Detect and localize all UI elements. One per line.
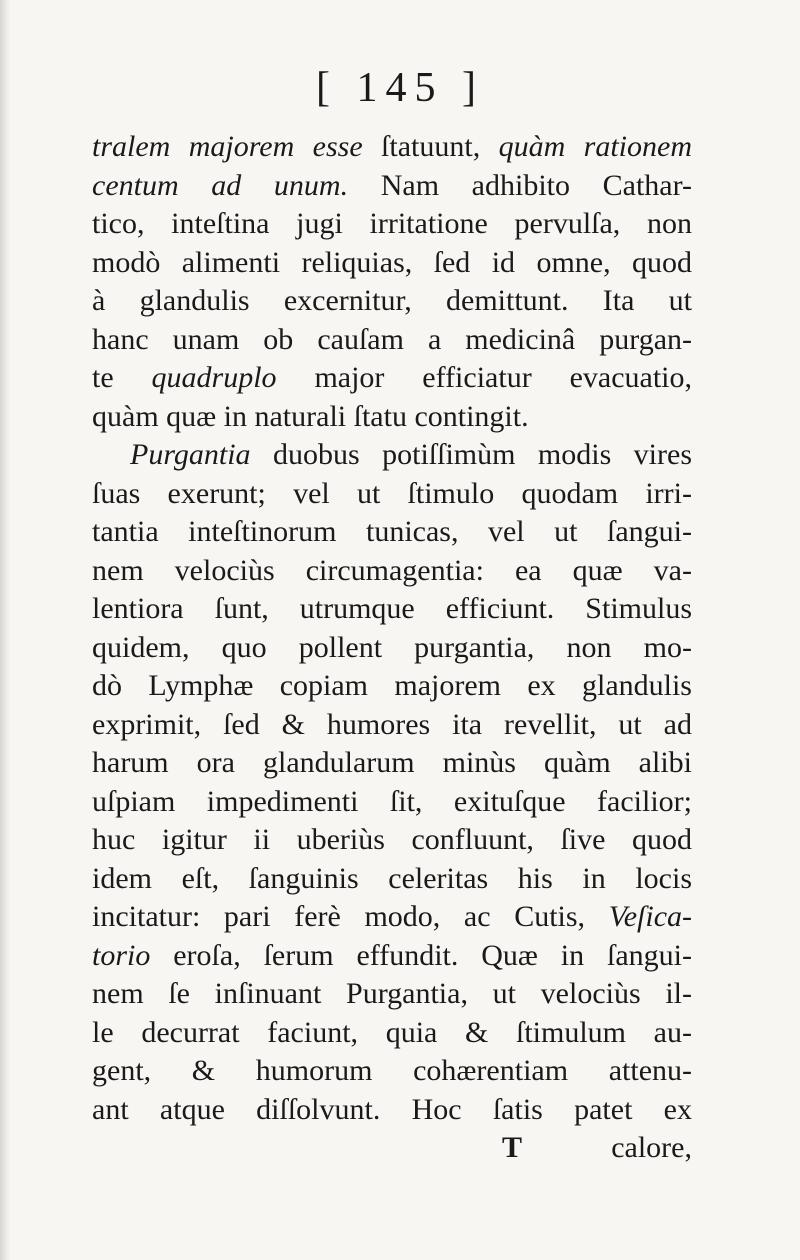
text-line <box>92 475 692 514</box>
text-run: major efficiatur evacuatio, <box>276 361 692 394</box>
italic-text: quadruplo <box>151 361 277 394</box>
text-line <box>92 552 692 591</box>
italic-text: centum ad unum. <box>92 168 349 202</box>
text-line <box>92 398 692 437</box>
text-line <box>92 821 692 860</box>
text-line <box>92 167 692 206</box>
italic-text: torio <box>92 938 151 972</box>
text-line <box>92 1014 692 1053</box>
text-line <box>92 629 692 668</box>
text-run: hanc unam ob cauſam a medicinâ purgan- <box>92 322 692 356</box>
text-run: dò Lymphæ copiam majorem ex glandulis <box>92 669 692 702</box>
text-line <box>92 706 692 745</box>
text-line <box>92 783 692 822</box>
text-line <box>92 359 692 398</box>
signature-mark: T <box>502 1131 523 1164</box>
italic-text: quàm rationem <box>498 130 692 163</box>
text-run: harum ora glandularum minùs quàm alibi <box>92 746 692 779</box>
text-run: modò alimenti reliquias, ſed id omne, quod <box>92 245 692 279</box>
catchword-line <box>92 1129 692 1168</box>
text-run: ant atque diſſolvunt. Hoc ſatis patet ex <box>92 1092 692 1126</box>
text-line <box>92 205 692 244</box>
text-run: nem ſe inſinuant Purgantia, ut velociùs il- <box>92 977 692 1010</box>
text-run: ſuas exerunt; vel ut ſtimulo quodam irri- <box>92 476 692 510</box>
text-run: tantia inteſtinorum tunicas, vel ut ſangui- <box>92 515 692 548</box>
text-run: nem velociùs circumagentia: ea quæ va- <box>92 553 692 587</box>
text-line <box>92 975 692 1014</box>
text-line <box>92 667 692 706</box>
text-line <box>92 436 692 475</box>
page-spine-shadow <box>0 0 10 1260</box>
text-run: eroſa, ſerum effundit. Quæ in ſangui- <box>150 938 692 972</box>
body-text <box>92 128 692 1168</box>
text-line <box>92 244 692 283</box>
text-run: gent, & humorum cohærentiam attenu- <box>92 1054 692 1087</box>
italic-text: tralem majorem esse <box>92 130 363 163</box>
text-line <box>92 1052 692 1091</box>
text-run: quàm quæ in naturali ſtatu contingit. <box>92 399 529 433</box>
text-line <box>92 513 692 552</box>
text-run: à glandulis excernitur, demittunt. Ita ut <box>92 284 692 317</box>
text-line <box>92 590 692 629</box>
text-run: lentiora ſunt, utrumque efficiunt. Stimulus <box>92 592 692 625</box>
text-run: ſtatuunt, <box>362 130 499 163</box>
text-line <box>92 1091 692 1130</box>
text-line <box>92 128 692 167</box>
italic-text: Veſica- <box>608 900 692 933</box>
text-run: tico, inteſtina jugi irritatione pervulſa, non <box>92 207 692 240</box>
page-number: [ 145 ] <box>316 65 484 111</box>
text-line <box>92 282 692 321</box>
text-run: idem eſt, ſanguinis celeritas his in locis <box>92 861 692 895</box>
text-run: le decurrat faciunt, quia & ſtimulum au- <box>92 1015 692 1049</box>
text-run: Nam adhibito Cathar- <box>348 168 692 202</box>
text-line <box>92 321 692 360</box>
text-line <box>92 860 692 899</box>
text-line <box>92 898 692 937</box>
text-line <box>92 744 692 783</box>
text-run: uſpiam impedimenti ſit, exituſque facilior; <box>92 784 692 818</box>
italic-text: Purgantia <box>130 438 251 471</box>
text-run: incitatur: pari ferè modo, ac Cutis, <box>92 900 609 933</box>
text-run: huc igitur ii uberiùs confluunt, ſive quod <box>92 823 692 856</box>
text-run: te <box>92 361 152 394</box>
catchword: calore, <box>611 1131 692 1164</box>
text-run: duobus potiſſimùm modis vires <box>250 438 692 471</box>
text-run: quidem, quo pollent purgantia, non mo- <box>92 630 692 664</box>
text-run: exprimit, ſed & humores ita revellit, ut ad <box>92 707 692 741</box>
text-line <box>92 937 692 976</box>
